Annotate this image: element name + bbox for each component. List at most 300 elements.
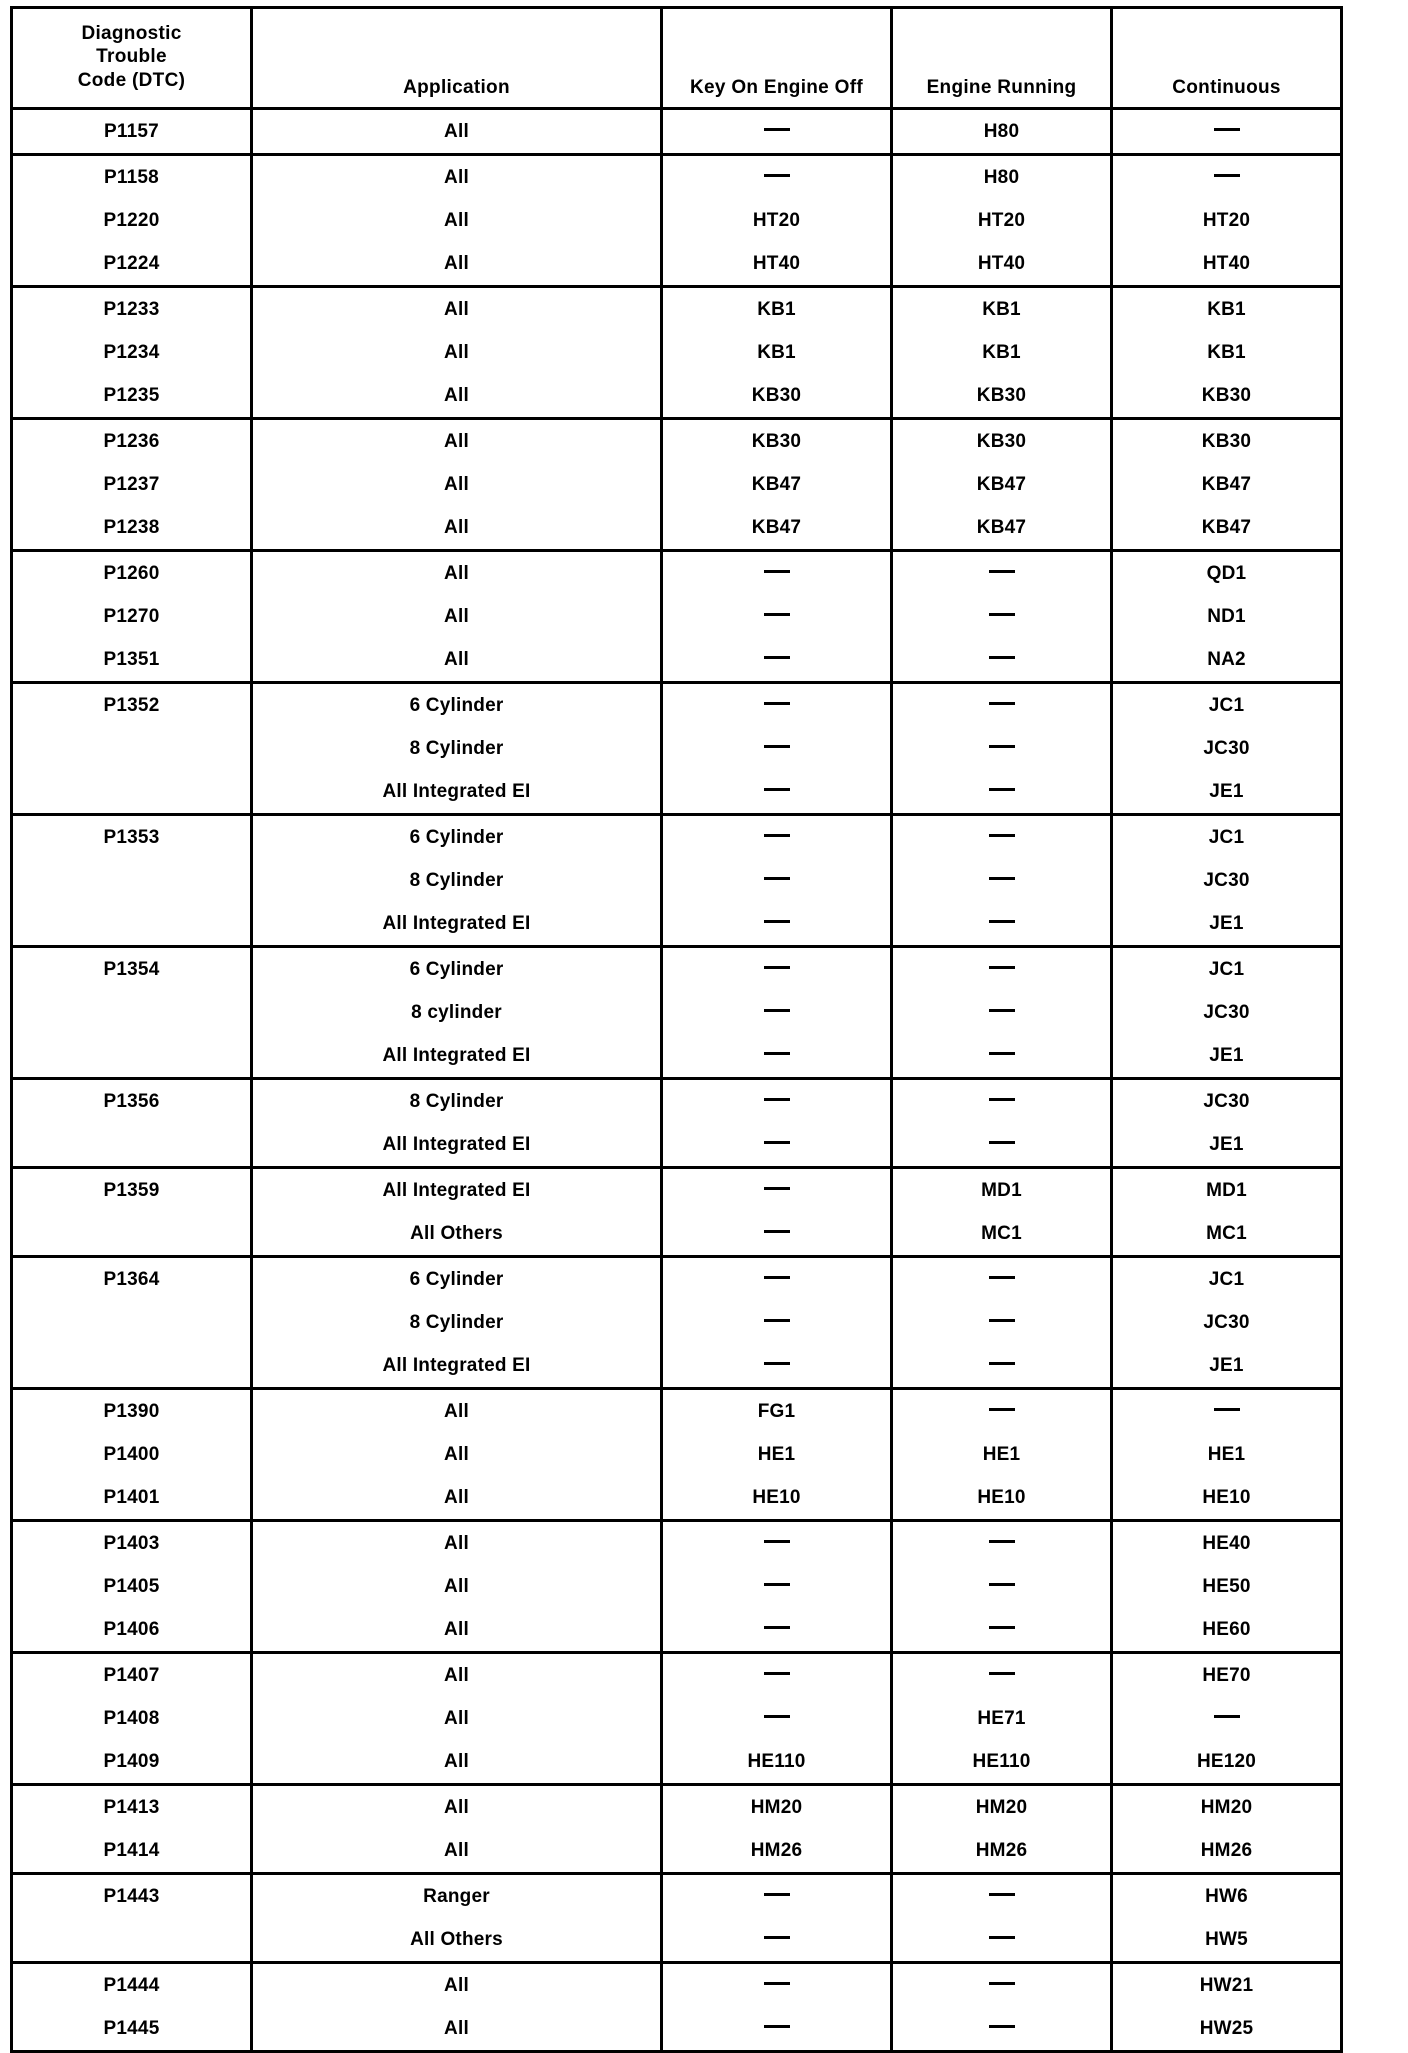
table-row: [12, 1829, 1342, 1874]
cell-dtc-code: [12, 1918, 252, 1963]
cell-application: All Integrated EI: [252, 902, 662, 947]
cell-continuous: NA2: [1112, 638, 1342, 683]
cell-application: All: [252, 155, 662, 200]
cell-engine-running: [892, 1874, 1112, 1919]
engine-running-dash-icon: [989, 1276, 1015, 1279]
cell-engine-running: [892, 859, 1112, 902]
koeo-dash-icon: [764, 1052, 790, 1055]
cell-key-on-engine-off: [662, 1344, 892, 1389]
cell-continuous: QD1: [1206, 562, 1247, 584]
cell-engine-running: [892, 1608, 1112, 1653]
cell-key-on-engine-off: [662, 595, 892, 638]
engine-running-dash-icon: [989, 2025, 1015, 2028]
engine-running-dash-icon: [989, 1408, 1015, 1411]
table-row: [12, 199, 1342, 242]
koeo-dash-icon: [764, 788, 790, 791]
koeo-dash-icon: [764, 1540, 790, 1543]
cell-dtc-code: P1414: [12, 1829, 252, 1874]
cell-dtc-code: P1354: [12, 947, 252, 992]
cell-dtc-code: P1400: [12, 1433, 252, 1476]
cell-dtc-code: [12, 1212, 252, 1257]
cell-continuous: ND1: [1207, 605, 1246, 627]
cell-engine-running: H80: [892, 155, 1112, 200]
cell-engine-running: [892, 770, 1112, 815]
cell-application: All: [252, 1433, 662, 1476]
table-row: [12, 506, 1342, 551]
table-row: [12, 1079, 1342, 1124]
engine-running-dash-icon: [989, 1009, 1015, 1012]
table-row: [12, 770, 1342, 815]
cell-application: Ranger: [252, 1874, 662, 1919]
engine-running-dash-icon: [989, 570, 1015, 573]
engine-running-dash-icon: [989, 920, 1015, 923]
cell-dtc-code: P1270: [12, 595, 252, 638]
table-row: [12, 1565, 1342, 1608]
cell-engine-running: [892, 638, 1112, 683]
cell-engine-running: H80: [892, 109, 1112, 155]
cell-application: All Others: [252, 1212, 662, 1257]
cell-key-on-engine-off: [662, 551, 892, 596]
table-row: [12, 1389, 1342, 1434]
koeo-dash-icon: [764, 128, 790, 131]
cell-application: All: [252, 374, 662, 419]
engine-running-dash-icon: [989, 1540, 1015, 1543]
cell-key-on-engine-off: [662, 1608, 892, 1653]
cell-continuous: JC30: [1203, 1090, 1250, 1112]
koeo-dash-icon: [764, 1715, 790, 1718]
engine-running-dash-icon: [989, 1362, 1015, 1365]
table-row: [12, 859, 1342, 902]
cell-application: 8 cylinder: [252, 991, 662, 1034]
cell-application: All: [252, 1389, 662, 1434]
cell-dtc-code: [12, 902, 252, 947]
cell-application: All: [252, 1829, 662, 1874]
cell-engine-running: HE10: [892, 1476, 1112, 1521]
cell-engine-running: [892, 1389, 1112, 1434]
cell-application: All Integrated EI: [252, 770, 662, 815]
cell-key-on-engine-off: KB47: [662, 506, 892, 551]
cell-continuous: JE1: [1112, 1034, 1342, 1079]
cell-engine-running: HE71: [892, 1697, 1112, 1740]
cell-continuous: HE1: [1207, 1443, 1246, 1465]
cell-key-on-engine-off: [662, 2007, 892, 2052]
cell-key-on-engine-off: [662, 155, 892, 200]
table-row: [12, 374, 1342, 419]
table-row: [12, 287, 1342, 332]
column-header-key-on-engine-off: Key On Engine Off: [662, 8, 892, 109]
engine-running-dash-icon: [989, 966, 1015, 969]
cell-continuous: HE70: [1202, 1664, 1251, 1686]
cell-engine-running: HM26: [892, 1829, 1112, 1874]
cell-continuous: HT40: [1112, 242, 1342, 287]
koeo-dash-icon: [764, 613, 790, 616]
cell-engine-running: [892, 991, 1112, 1034]
cell-application: All: [252, 1565, 662, 1608]
column-header-dtc: [12, 8, 252, 109]
table-header: [12, 8, 1342, 109]
koeo-dash-icon: [764, 966, 790, 969]
cell-engine-running: [892, 1653, 1112, 1698]
cell-engine-running: KB1: [892, 287, 1112, 332]
koeo-dash-icon: [764, 2025, 790, 2028]
cell-key-on-engine-off: [662, 1123, 892, 1168]
cell-key-on-engine-off: [662, 109, 892, 155]
cell-engine-running: [892, 1301, 1112, 1344]
cell-key-on-engine-off: [662, 1257, 892, 1302]
cell-key-on-engine-off: KB30: [662, 374, 892, 419]
cell-engine-running: HM20: [892, 1785, 1112, 1830]
cell-key-on-engine-off: [662, 1212, 892, 1257]
koeo-dash-icon: [764, 174, 790, 177]
table-row: [12, 727, 1342, 770]
cell-application: All: [252, 506, 662, 551]
cell-engine-running: [892, 1344, 1112, 1389]
column-header-application: Application: [252, 8, 662, 109]
koeo-dash-icon: [764, 656, 790, 659]
cell-continuous: KB30: [1112, 374, 1342, 419]
cell-dtc-code: P1401: [12, 1476, 252, 1521]
cell-dtc-code: P1356: [12, 1079, 252, 1124]
cell-continuous: JC30: [1203, 869, 1250, 891]
column-header-dtc-line3: Code (DTC): [77, 69, 186, 91]
cell-application: All Integrated EI: [252, 1034, 662, 1079]
cell-key-on-engine-off: [662, 1521, 892, 1566]
koeo-dash-icon: [764, 745, 790, 748]
cell-application: 6 Cylinder: [252, 1257, 662, 1302]
engine-running-dash-icon: [989, 1982, 1015, 1985]
cell-dtc-code: P1220: [12, 199, 252, 242]
cell-dtc-code: P1403: [12, 1521, 252, 1566]
cell-key-on-engine-off: [662, 683, 892, 728]
table-row: [12, 2007, 1342, 2052]
engine-running-dash-icon: [989, 1936, 1015, 1939]
table-row: [12, 1918, 1342, 1963]
cell-dtc-code: [12, 859, 252, 902]
koeo-dash-icon: [764, 1141, 790, 1144]
engine-running-dash-icon: [989, 745, 1015, 748]
koeo-dash-icon: [764, 1362, 790, 1365]
cell-dtc-code: P1260: [12, 551, 252, 596]
cell-application: All: [252, 595, 662, 638]
koeo-dash-icon: [764, 1009, 790, 1012]
continuous-dash-icon: [1214, 1408, 1240, 1411]
cell-key-on-engine-off: [662, 770, 892, 815]
cell-key-on-engine-off: HT20: [662, 199, 892, 242]
cell-application: All: [252, 1697, 662, 1740]
cell-key-on-engine-off: KB47: [662, 463, 892, 506]
cell-dtc-code: P1238: [12, 506, 252, 551]
cell-engine-running: KB47: [892, 506, 1112, 551]
table-row: [12, 1608, 1342, 1653]
cell-continuous: JE1: [1112, 1123, 1342, 1168]
table-row: [12, 1785, 1342, 1830]
cell-dtc-code: [12, 1301, 252, 1344]
cell-key-on-engine-off: [662, 1697, 892, 1740]
cell-continuous: HT20: [1202, 209, 1251, 231]
cell-key-on-engine-off: HM26: [662, 1829, 892, 1874]
cell-continuous: JE1: [1112, 902, 1342, 947]
table-row: [12, 331, 1342, 374]
cell-application: All Others: [252, 1918, 662, 1963]
table-body: [12, 109, 1342, 2052]
cell-key-on-engine-off: KB1: [662, 287, 892, 332]
cell-key-on-engine-off: HT40: [662, 242, 892, 287]
cell-engine-running: KB30: [892, 374, 1112, 419]
cell-application: All: [252, 199, 662, 242]
table-row: [12, 1301, 1342, 1344]
cell-application: All: [252, 463, 662, 506]
table-row: [12, 1476, 1342, 1521]
koeo-dash-icon: [764, 1626, 790, 1629]
cell-dtc-code: P1353: [12, 815, 252, 860]
cell-key-on-engine-off: FG1: [662, 1389, 892, 1434]
cell-key-on-engine-off: KB1: [662, 331, 892, 374]
cell-dtc-code: [12, 1034, 252, 1079]
cell-engine-running: [892, 1257, 1112, 1302]
continuous-dash-icon: [1214, 128, 1240, 131]
engine-running-dash-icon: [989, 877, 1015, 880]
cell-key-on-engine-off: [662, 1301, 892, 1344]
cell-engine-running: [892, 1079, 1112, 1124]
cell-engine-running: [892, 551, 1112, 596]
cell-application: All Integrated EI: [252, 1344, 662, 1389]
cell-dtc-code: P1390: [12, 1389, 252, 1434]
dtc-reference-table: [10, 6, 1343, 2053]
cell-continuous: [1112, 1697, 1342, 1740]
table-row: [12, 1521, 1342, 1566]
table-row: [12, 1123, 1342, 1168]
engine-running-dash-icon: [989, 1319, 1015, 1322]
cell-dtc-code: P1444: [12, 1963, 252, 2008]
cell-continuous: KB1: [1207, 298, 1246, 320]
cell-dtc-code: P1364: [12, 1257, 252, 1302]
table-row: [12, 902, 1342, 947]
koeo-dash-icon: [764, 920, 790, 923]
table-header-row: [12, 8, 1342, 109]
cell-key-on-engine-off: [662, 1963, 892, 2008]
cell-engine-running: [892, 2007, 1112, 2052]
continuous-dash-icon: [1214, 174, 1240, 177]
cell-continuous: JC30: [1203, 1001, 1250, 1023]
cell-key-on-engine-off: HE1: [662, 1433, 892, 1476]
cell-dtc-code: P1359: [12, 1168, 252, 1213]
cell-continuous: MD1: [1206, 1179, 1247, 1201]
cell-application: All: [252, 1740, 662, 1785]
cell-key-on-engine-off: HE110: [662, 1740, 892, 1785]
cell-application: 8 Cylinder: [252, 859, 662, 902]
cell-continuous: JE1: [1112, 770, 1342, 815]
column-header-engine-running: Engine Running: [892, 8, 1112, 109]
cell-key-on-engine-off: [662, 815, 892, 860]
cell-key-on-engine-off: [662, 1079, 892, 1124]
cell-dtc-code: P1413: [12, 1785, 252, 1830]
cell-application: All: [252, 1476, 662, 1521]
cell-engine-running: HT20: [892, 199, 1112, 242]
engine-running-dash-icon: [989, 1098, 1015, 1101]
cell-dtc-code: P1409: [12, 1740, 252, 1785]
koeo-dash-icon: [764, 1936, 790, 1939]
cell-dtc-code: P1233: [12, 287, 252, 332]
cell-dtc-code: P1408: [12, 1697, 252, 1740]
cell-application: All Integrated EI: [252, 1123, 662, 1168]
engine-running-dash-icon: [989, 1141, 1015, 1144]
cell-continuous: HE60: [1112, 1608, 1342, 1653]
table-row: [12, 1963, 1342, 2008]
cell-application: All: [252, 1653, 662, 1698]
cell-dtc-code: P1406: [12, 1608, 252, 1653]
engine-running-dash-icon: [989, 1893, 1015, 1896]
cell-continuous: JC1: [1208, 1268, 1245, 1290]
cell-key-on-engine-off: [662, 1168, 892, 1213]
koeo-dash-icon: [764, 1098, 790, 1101]
cell-key-on-engine-off: [662, 991, 892, 1034]
table-row: [12, 947, 1342, 992]
cell-continuous: [1112, 109, 1342, 155]
table-row: [12, 1257, 1342, 1302]
engine-running-dash-icon: [989, 702, 1015, 705]
cell-key-on-engine-off: [662, 902, 892, 947]
engine-running-dash-icon: [989, 1626, 1015, 1629]
table-row: [12, 551, 1342, 596]
cell-application: 8 Cylinder: [252, 1301, 662, 1344]
cell-engine-running: HE1: [892, 1433, 1112, 1476]
cell-engine-running: [892, 727, 1112, 770]
cell-dtc-code: P1235: [12, 374, 252, 419]
cell-application: All: [252, 1785, 662, 1830]
column-header-continuous: Continuous: [1112, 8, 1342, 109]
cell-key-on-engine-off: [662, 1653, 892, 1698]
cell-key-on-engine-off: [662, 1034, 892, 1079]
koeo-dash-icon: [764, 1276, 790, 1279]
engine-running-dash-icon: [989, 656, 1015, 659]
cell-dtc-code: P1405: [12, 1565, 252, 1608]
cell-application: All: [252, 1521, 662, 1566]
cell-dtc-code: [12, 727, 252, 770]
cell-dtc-code: P1443: [12, 1874, 252, 1919]
cell-continuous: HE50: [1202, 1575, 1251, 1597]
cell-engine-running: KB1: [892, 331, 1112, 374]
cell-engine-running: [892, 815, 1112, 860]
cell-application: All: [252, 287, 662, 332]
cell-key-on-engine-off: [662, 727, 892, 770]
koeo-dash-icon: [764, 1893, 790, 1896]
cell-engine-running: HT40: [892, 242, 1112, 287]
koeo-dash-icon: [764, 1672, 790, 1675]
cell-engine-running: [892, 1565, 1112, 1608]
cell-continuous: JC1: [1208, 694, 1245, 716]
cell-continuous: HW21: [1199, 1974, 1254, 1996]
cell-application: 6 Cylinder: [252, 947, 662, 992]
cell-dtc-code: P1224: [12, 242, 252, 287]
cell-engine-running: KB30: [892, 419, 1112, 464]
cell-engine-running: [892, 902, 1112, 947]
cell-continuous: [1112, 155, 1342, 200]
cell-dtc-code: [12, 770, 252, 815]
cell-key-on-engine-off: HE10: [662, 1476, 892, 1521]
column-header-dtc-line1: Diagnostic: [81, 23, 182, 45]
cell-key-on-engine-off: [662, 638, 892, 683]
cell-engine-running: [892, 1918, 1112, 1963]
cell-continuous: JC1: [1208, 958, 1245, 980]
engine-running-dash-icon: [989, 1672, 1015, 1675]
engine-running-dash-icon: [989, 834, 1015, 837]
table-row: [12, 1034, 1342, 1079]
column-header-dtc-line2: Trouble: [96, 46, 167, 68]
engine-running-dash-icon: [989, 788, 1015, 791]
koeo-dash-icon: [764, 1583, 790, 1586]
cell-application: All Integrated EI: [252, 1168, 662, 1213]
cell-application: 8 Cylinder: [252, 1079, 662, 1124]
koeo-dash-icon: [764, 1982, 790, 1985]
cell-continuous: JC1: [1208, 826, 1245, 848]
table-row: [12, 242, 1342, 287]
table-row: [12, 155, 1342, 200]
cell-application: All: [252, 331, 662, 374]
koeo-dash-icon: [764, 570, 790, 573]
cell-application: All: [252, 109, 662, 155]
table-row: [12, 1212, 1342, 1257]
cell-dtc-code: P1445: [12, 2007, 252, 2052]
cell-continuous: MC1: [1112, 1212, 1342, 1257]
table-row: [12, 638, 1342, 683]
table-row: [12, 683, 1342, 728]
cell-dtc-code: P1407: [12, 1653, 252, 1698]
cell-key-on-engine-off: [662, 947, 892, 992]
cell-engine-running: [892, 1521, 1112, 1566]
table-row: [12, 463, 1342, 506]
cell-continuous: JE1: [1112, 1344, 1342, 1389]
table-row: [12, 1697, 1342, 1740]
cell-key-on-engine-off: [662, 859, 892, 902]
table-row: [12, 1653, 1342, 1698]
table-row: [12, 1874, 1342, 1919]
engine-running-dash-icon: [989, 613, 1015, 616]
cell-continuous: HE10: [1112, 1476, 1342, 1521]
cell-dtc-code: P1352: [12, 683, 252, 728]
cell-key-on-engine-off: KB30: [662, 419, 892, 464]
cell-application: 6 Cylinder: [252, 683, 662, 728]
cell-application: 6 Cylinder: [252, 815, 662, 860]
cell-application: All: [252, 1963, 662, 2008]
cell-application: All: [252, 1608, 662, 1653]
table-row: [12, 109, 1342, 155]
cell-continuous: HW6: [1205, 1885, 1248, 1907]
koeo-dash-icon: [764, 1319, 790, 1322]
cell-continuous: HM20: [1200, 1796, 1253, 1818]
cell-continuous: HE40: [1202, 1532, 1251, 1554]
cell-key-on-engine-off: [662, 1918, 892, 1963]
cell-key-on-engine-off: HM20: [662, 1785, 892, 1830]
cell-continuous: KB30: [1201, 430, 1252, 452]
cell-continuous: JC30: [1203, 737, 1250, 759]
cell-continuous: KB47: [1201, 473, 1252, 495]
cell-continuous: KB47: [1112, 506, 1342, 551]
cell-engine-running: [892, 1034, 1112, 1079]
cell-dtc-code: P1351: [12, 638, 252, 683]
cell-engine-running: MC1: [892, 1212, 1112, 1257]
cell-dtc-code: [12, 1344, 252, 1389]
cell-continuous: JC30: [1203, 1311, 1250, 1333]
table-row: [12, 1168, 1342, 1213]
table-row: [12, 1344, 1342, 1389]
cell-engine-running: KB47: [892, 463, 1112, 506]
cell-continuous: KB1: [1207, 341, 1246, 363]
cell-engine-running: [892, 595, 1112, 638]
cell-dtc-code: P1237: [12, 463, 252, 506]
koeo-dash-icon: [764, 877, 790, 880]
cell-continuous: HW25: [1199, 2017, 1254, 2039]
cell-engine-running: [892, 683, 1112, 728]
